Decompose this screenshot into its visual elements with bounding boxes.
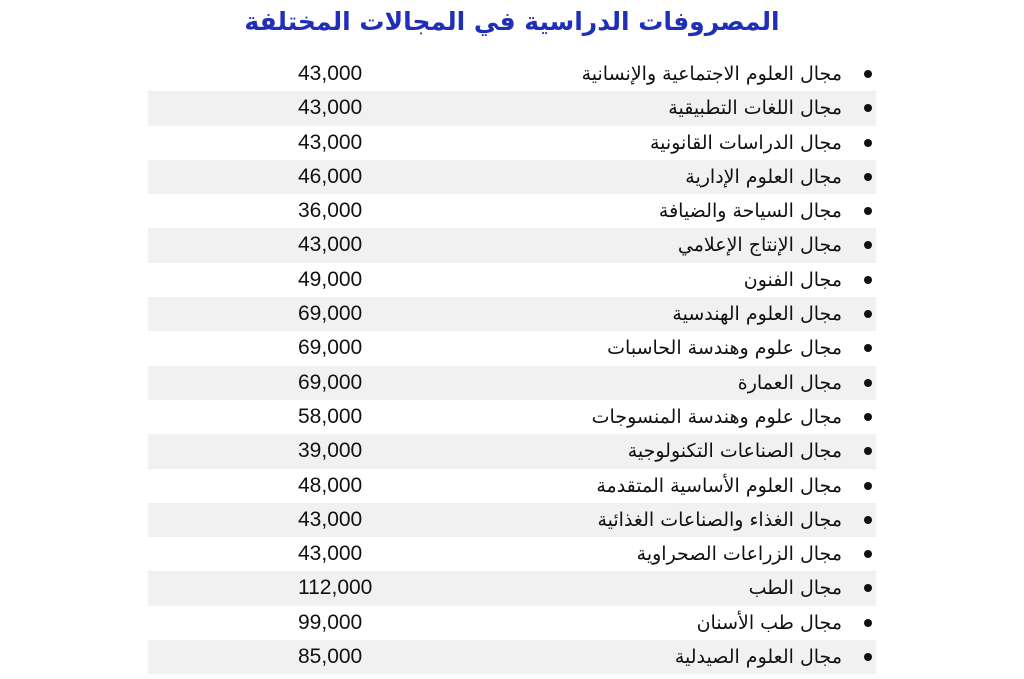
bullet-icon (864, 207, 872, 215)
field-name: مجال الفنون (743, 268, 842, 291)
field-name: مجال علوم وهندسة الحاسبات (607, 337, 842, 360)
fee-value: 69,000 (298, 336, 363, 360)
field-name: مجال علوم وهندسة المنسوجات (591, 405, 842, 428)
table-row (148, 400, 876, 434)
bullet-icon (864, 482, 872, 490)
fee-value: 43,000 (298, 96, 363, 120)
bullet-icon (864, 516, 872, 524)
field-name: مجال الدراسات القانونية (650, 131, 842, 154)
table-row (148, 126, 876, 160)
bullet-icon (864, 70, 872, 78)
fee-value: 43,000 (298, 62, 363, 85)
table-row (148, 571, 876, 605)
fee-value: 69,000 (298, 370, 363, 394)
fee-value: 85,000 (298, 645, 363, 669)
table-row (148, 263, 876, 297)
fee-value: 43,000 (298, 233, 363, 257)
bullet-icon (864, 104, 872, 112)
field-name: مجال العلوم الهندسية (672, 303, 842, 326)
fee-value: 43,000 (298, 507, 363, 531)
fee-value: 48,000 (298, 473, 363, 497)
fee-value: 49,000 (298, 267, 363, 291)
field-name: مجال الطب (748, 577, 842, 600)
table-row (148, 469, 876, 503)
field-name: مجال العمارة (737, 371, 842, 394)
field-name: مجال اللغات التطبيقية (668, 97, 842, 120)
field-name: مجال الغذاء والصناعات الغذائية (597, 508, 842, 531)
field-name: مجال الصناعات التكنولوجية (627, 440, 842, 463)
bullet-icon (864, 653, 872, 661)
table-row (148, 640, 876, 674)
bullet-icon (864, 139, 872, 147)
table-row (148, 194, 876, 228)
fee-value: 43,000 (298, 130, 363, 154)
table-row (148, 160, 876, 194)
table-row (148, 537, 876, 571)
bullet-icon (864, 276, 872, 284)
fee-value: 43,000 (298, 542, 363, 566)
bullet-icon (864, 584, 872, 592)
field-name: مجال الإنتاج الإعلامي (677, 234, 842, 257)
fee-value: 69,000 (298, 302, 363, 326)
fees-table (148, 57, 876, 674)
bullet-icon (864, 619, 872, 627)
table-row (148, 228, 876, 262)
bullet-icon (864, 413, 872, 421)
table-row (148, 91, 876, 125)
table-row (148, 503, 876, 537)
table-row (148, 366, 876, 400)
bullet-icon (864, 550, 872, 558)
table-row (148, 297, 876, 331)
field-name: مجال العلوم الأساسية المتقدمة (596, 474, 842, 497)
table-row (148, 331, 876, 365)
field-name: مجال العلوم الاجتماعية والإنسانية (581, 63, 842, 85)
bullet-icon (864, 310, 872, 318)
table-row (148, 434, 876, 468)
bullet-icon (864, 447, 872, 455)
bullet-icon (864, 241, 872, 249)
fee-value: 99,000 (298, 610, 363, 634)
table-row (148, 606, 876, 640)
bullet-icon (864, 173, 872, 181)
bullet-icon (864, 379, 872, 387)
field-name: مجال العلوم الإدارية (685, 165, 842, 188)
field-name: مجال العلوم الصيدلية (674, 646, 842, 669)
table-row (148, 57, 876, 91)
page-title: المصروفات الدراسية في المجالات المختلفة (244, 7, 780, 36)
fee-value: 58,000 (298, 404, 363, 428)
fee-value: 39,000 (298, 439, 363, 463)
field-name: مجال السياحة والضيافة (658, 200, 842, 223)
fee-value: 36,000 (298, 199, 363, 223)
field-name: مجال الزراعات الصحراوية (636, 543, 842, 566)
fee-value: 112,000 (298, 576, 373, 600)
field-name: مجال طب الأسنان (696, 611, 842, 634)
fee-value: 46,000 (298, 164, 363, 188)
bullet-icon (864, 344, 872, 352)
